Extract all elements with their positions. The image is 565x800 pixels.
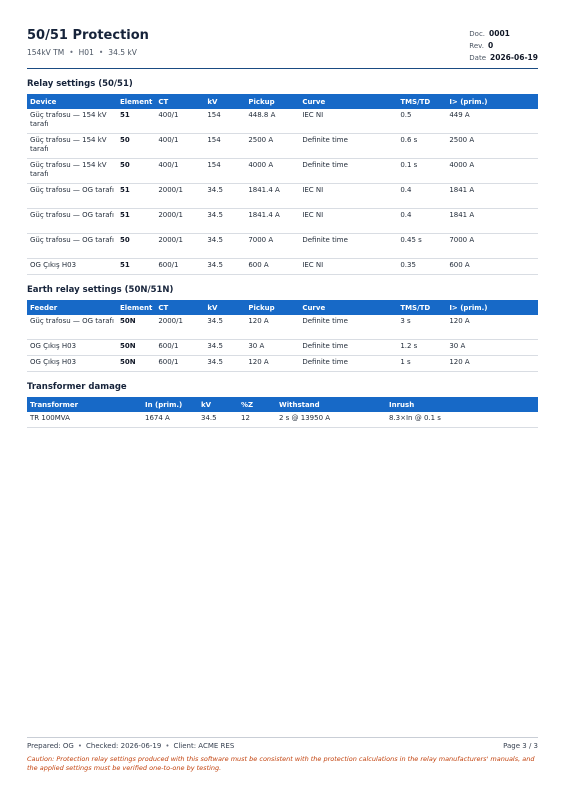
table-cell: 0.1 s bbox=[397, 159, 446, 184]
table-cell: 50N bbox=[117, 356, 155, 372]
footer-separator: • bbox=[77, 742, 82, 750]
caution-note: Caution: Protection relay settings produced with this software must be consistent with the protection calculations in the relay manufacturers' manuals, and the applied settings must be verified one-to-one by testing. bbox=[27, 755, 535, 772]
table-cell: Güç trafosu — 154 kV tarafı bbox=[27, 109, 117, 134]
column-header: kV bbox=[204, 300, 245, 315]
table-cell: Definite time bbox=[299, 134, 397, 159]
column-header: TMS/TD bbox=[397, 94, 446, 109]
column-header: Inrush bbox=[386, 397, 538, 412]
page-title: 50/51 Protection bbox=[27, 28, 149, 43]
table-cell: 1841.4 A bbox=[245, 184, 299, 209]
table-cell: 2000/1 bbox=[155, 209, 204, 234]
table-cell: 400/1 bbox=[155, 159, 204, 184]
table-cell: 400/1 bbox=[155, 109, 204, 134]
footer-prepared: Prepared: OG bbox=[27, 742, 74, 750]
table-cell: Güç trafosu — OG tarafı bbox=[27, 315, 117, 340]
damage-header-row bbox=[27, 397, 538, 412]
table-cell: Güç trafosu — 154 kV tarafı bbox=[27, 159, 117, 184]
page-number: Page 3 / 3 bbox=[503, 742, 538, 750]
table-cell: 51 bbox=[117, 109, 155, 134]
table-cell: OG Çıkış H03 bbox=[27, 259, 117, 275]
meta-rev bbox=[469, 40, 538, 52]
table-row bbox=[27, 109, 538, 134]
table-cell: 2000/1 bbox=[155, 315, 204, 340]
table-cell: 449 A bbox=[446, 109, 538, 134]
table-cell: 600/1 bbox=[155, 340, 204, 356]
table-cell: 600/1 bbox=[155, 259, 204, 275]
meta-date bbox=[469, 52, 538, 64]
footer-client: Client: ACME RES bbox=[173, 742, 235, 750]
table-cell: 400/1 bbox=[155, 134, 204, 159]
table-row bbox=[27, 234, 538, 259]
column-header: Curve bbox=[299, 94, 397, 109]
table-cell: 1841.4 A bbox=[245, 209, 299, 234]
table-cell: IEC NI bbox=[299, 259, 397, 275]
table-cell: OG Çıkış H03 bbox=[27, 340, 117, 356]
table-cell: 600/1 bbox=[155, 356, 204, 372]
footer-separator: • bbox=[165, 742, 170, 750]
page-header bbox=[27, 28, 538, 69]
table-cell: 4000 A bbox=[245, 159, 299, 184]
table-cell: 34.5 bbox=[204, 184, 245, 209]
table-cell: 50N bbox=[117, 340, 155, 356]
relay-header-row bbox=[27, 94, 538, 109]
meta-doc-value: 0001 bbox=[489, 29, 510, 38]
table-cell: 34.5 bbox=[204, 259, 245, 275]
damage-section-title: Transformer damage bbox=[27, 382, 127, 392]
table-cell: 34.5 bbox=[204, 209, 245, 234]
column-header: Element bbox=[117, 300, 155, 315]
table-cell: 120 A bbox=[446, 356, 538, 372]
table-cell: 3 s bbox=[397, 315, 446, 340]
table-cell: 120 A bbox=[245, 315, 299, 340]
table-cell: 600 A bbox=[245, 259, 299, 275]
table-cell: 2 s @ 13950 A bbox=[276, 412, 386, 428]
table-cell: TR 100MVA bbox=[27, 412, 142, 428]
transformer-damage-table bbox=[27, 397, 538, 428]
table-cell: 1 s bbox=[397, 356, 446, 372]
table-cell: 7000 A bbox=[245, 234, 299, 259]
column-header: TMS/TD bbox=[397, 300, 446, 315]
footer-signoff bbox=[27, 742, 234, 750]
table-cell: Definite time bbox=[299, 340, 397, 356]
table-cell: 154 bbox=[204, 109, 245, 134]
table-cell: Definite time bbox=[299, 234, 397, 259]
table-cell: Güç trafosu — 154 kV tarafı bbox=[27, 134, 117, 159]
table-cell: 4000 A bbox=[446, 159, 538, 184]
earth-section-title: Earth relay settings (50N/51N) bbox=[27, 285, 174, 295]
table-cell: 34.5 bbox=[204, 340, 245, 356]
table-cell: 448.8 A bbox=[245, 109, 299, 134]
column-header: I> (prim.) bbox=[446, 94, 538, 109]
table-cell: OG Çıkış H03 bbox=[27, 356, 117, 372]
column-header: Pickup bbox=[245, 94, 299, 109]
table-cell: 120 A bbox=[245, 356, 299, 372]
column-header: CT bbox=[155, 300, 204, 315]
table-cell: Definite time bbox=[299, 159, 397, 184]
subtitle-separator: • bbox=[98, 48, 104, 57]
table-cell: 50 bbox=[117, 134, 155, 159]
column-header: Curve bbox=[299, 300, 397, 315]
table-cell: 50 bbox=[117, 159, 155, 184]
table-row bbox=[27, 412, 538, 428]
table-cell: 600 A bbox=[446, 259, 538, 275]
table-cell: 34.5 bbox=[204, 234, 245, 259]
table-cell: 0.35 bbox=[397, 259, 446, 275]
table-cell: 0.4 bbox=[397, 184, 446, 209]
table-cell: 7000 A bbox=[446, 234, 538, 259]
table-cell: 1841 A bbox=[446, 209, 538, 234]
meta-doc-label: Doc. bbox=[469, 30, 486, 38]
column-header: kV bbox=[204, 94, 245, 109]
table-cell: 154 bbox=[204, 134, 245, 159]
table-cell: Definite time bbox=[299, 315, 397, 340]
meta-date-label: Date bbox=[469, 54, 487, 62]
relay-settings-table bbox=[27, 94, 538, 275]
table-cell: 30 A bbox=[245, 340, 299, 356]
table-row bbox=[27, 159, 538, 184]
meta-rev-value: 0 bbox=[487, 41, 494, 50]
table-cell: 34.5 bbox=[204, 315, 245, 340]
table-cell: 8.3×In @ 0.1 s bbox=[386, 412, 538, 428]
earth-header-row bbox=[27, 300, 538, 315]
page-footer bbox=[27, 737, 538, 773]
column-header: Feeder bbox=[27, 300, 117, 315]
table-cell: Güç trafosu — OG tarafı bbox=[27, 184, 117, 209]
table-row bbox=[27, 315, 538, 340]
table-cell: 2500 A bbox=[446, 134, 538, 159]
table-cell: 1674 A bbox=[142, 412, 198, 428]
column-header: In (prim.) bbox=[142, 397, 198, 412]
table-cell: 154 bbox=[204, 159, 245, 184]
header-left bbox=[27, 28, 149, 57]
column-header: Transformer bbox=[27, 397, 142, 412]
table-row bbox=[27, 134, 538, 159]
table-cell: 120 A bbox=[446, 315, 538, 340]
table-row bbox=[27, 184, 538, 209]
table-cell: IEC NI bbox=[299, 109, 397, 134]
table-cell: 1.2 s bbox=[397, 340, 446, 356]
page-subtitle bbox=[27, 48, 149, 57]
table-cell: 12 bbox=[238, 412, 276, 428]
subtitle-separator: • bbox=[69, 48, 74, 57]
column-header: %Z bbox=[238, 397, 276, 412]
meta-doc bbox=[469, 28, 538, 40]
table-row bbox=[27, 209, 538, 234]
table-cell: 0.4 bbox=[397, 209, 446, 234]
footer-checked: Checked: 2026-06-19 bbox=[86, 742, 162, 750]
table-row bbox=[27, 356, 538, 372]
table-cell: 51 bbox=[117, 209, 155, 234]
table-cell: Definite time bbox=[299, 356, 397, 372]
table-cell: 1841 A bbox=[446, 184, 538, 209]
table-row bbox=[27, 340, 538, 356]
earth-settings-table bbox=[27, 300, 538, 372]
table-cell: 30 A bbox=[446, 340, 538, 356]
column-header: CT bbox=[155, 94, 204, 109]
column-header: Withstand bbox=[276, 397, 386, 412]
subtitle-voltage: 34.5 kV bbox=[108, 48, 137, 57]
column-header: Element bbox=[117, 94, 155, 109]
column-header: Pickup bbox=[245, 300, 299, 315]
column-header: Device bbox=[27, 94, 117, 109]
table-cell: 2000/1 bbox=[155, 234, 204, 259]
document-meta bbox=[469, 28, 538, 64]
column-header: I> (prim.) bbox=[446, 300, 538, 315]
table-cell: 34.5 bbox=[204, 356, 245, 372]
table-cell: Güç trafosu — OG tarafı bbox=[27, 209, 117, 234]
table-cell: 0.6 s bbox=[397, 134, 446, 159]
table-cell: IEC NI bbox=[299, 184, 397, 209]
table-row bbox=[27, 259, 538, 275]
subtitle-bay: H01 bbox=[78, 48, 94, 57]
footer-info-row bbox=[27, 742, 538, 750]
table-cell: 50N bbox=[117, 315, 155, 340]
table-cell: 2000/1 bbox=[155, 184, 204, 209]
subtitle-substation: 154kV TM bbox=[27, 48, 65, 57]
column-header: kV bbox=[198, 397, 238, 412]
table-cell: 51 bbox=[117, 184, 155, 209]
table-cell: 34.5 bbox=[198, 412, 238, 428]
meta-date-value: 2026-06-19 bbox=[490, 53, 538, 62]
table-cell: 2500 A bbox=[245, 134, 299, 159]
table-cell: 51 bbox=[117, 259, 155, 275]
relay-section-title: Relay settings (50/51) bbox=[27, 79, 133, 89]
table-cell: Güç trafosu — OG tarafı bbox=[27, 234, 117, 259]
table-cell: IEC NI bbox=[299, 209, 397, 234]
table-cell: 0.45 s bbox=[397, 234, 446, 259]
meta-rev-label: Rev. bbox=[469, 42, 484, 50]
table-cell: 0.5 bbox=[397, 109, 446, 134]
table-cell: 50 bbox=[117, 234, 155, 259]
